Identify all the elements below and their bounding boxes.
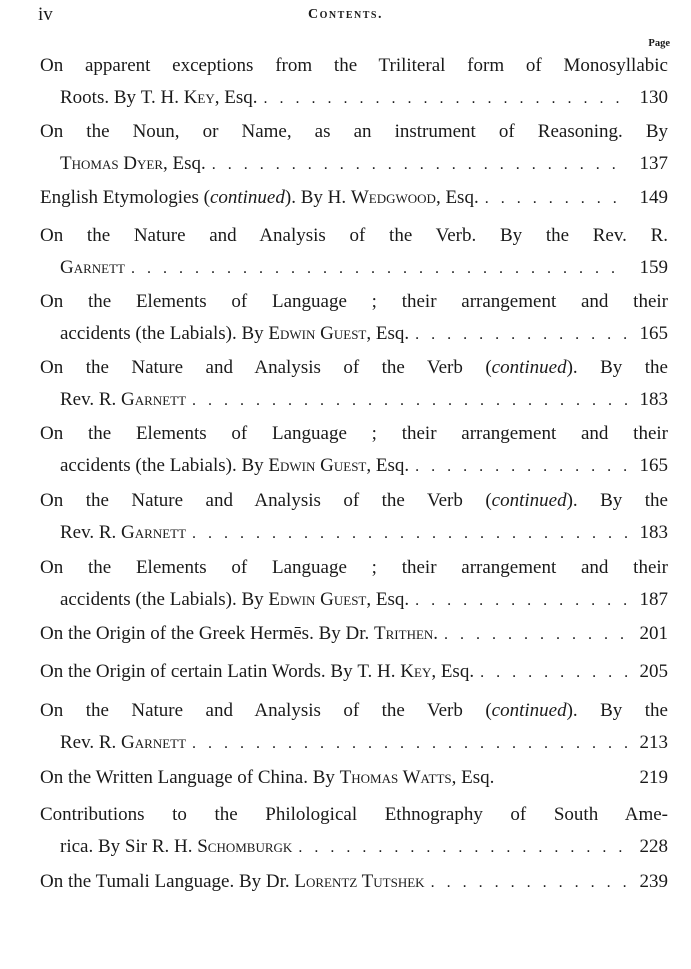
entry-text — [60, 252, 125, 284]
folio-number: iv — [38, 4, 53, 25]
entry-title-line: Contributions to the Philological Ethnography of South Ame- — [40, 804, 668, 825]
author-name: Thomas Watts — [339, 767, 452, 788]
entry-text: On the Tumali Language. By Dr. Lorentz Tutshek — [40, 871, 425, 892]
page-number: 219 — [639, 767, 668, 788]
author-name: Trithen — [374, 623, 434, 644]
author-name: Edwin Guest — [268, 323, 367, 344]
author-name: Schomburgk — [197, 836, 293, 857]
toc-entry[interactable] — [40, 352, 668, 416]
entry-last-line — [40, 866, 668, 898]
toc-entry[interactable] — [40, 762, 668, 794]
author-name: Lorentz Tutshek — [294, 871, 425, 892]
entry-last-line — [40, 182, 668, 214]
entry-title-line: On the Nature and Analysis of the Verb (continued). By the — [40, 700, 668, 721]
entry-text: Rev. R. Garnett — [60, 389, 187, 410]
page-number: 213 — [639, 732, 668, 753]
dot-leader — [415, 451, 628, 483]
entry-last-line — [40, 384, 668, 416]
page-number: 239 — [639, 871, 668, 892]
entry-text: English Etymologies (continued). By H. Wedgwood, Esq. — [40, 187, 479, 208]
author-name: Garnett — [121, 389, 187, 410]
entry-title-line: On apparent exceptions from the Triliteral form of Monosyllabic — [40, 55, 668, 76]
entry-last-line — [40, 584, 668, 616]
author-name: T. H. Key — [140, 87, 215, 108]
continued-mark: continued — [209, 187, 285, 208]
entry-text: rica. By Sir R. H. Schomburgk — [60, 836, 293, 857]
entry-text: Rev. R. Garnett — [60, 732, 187, 753]
entry-title-line: On the Elements of Language ; their arrangement and their — [40, 423, 668, 444]
dot-leader — [444, 619, 628, 651]
page-number: 165 — [639, 323, 668, 344]
author-name: Thomas Dyer — [60, 153, 164, 174]
page-number: 228 — [639, 836, 668, 857]
page-number: 201 — [639, 623, 668, 644]
dot-leader — [212, 149, 628, 181]
author-name: T. H. Key — [357, 661, 432, 682]
toc-entry[interactable] — [40, 618, 668, 650]
entry-text: accidents (the Labials). By Edwin Guest, Esq. — [60, 323, 410, 344]
entry-title-line: On the Nature and Analysis of the Verb (continued). By the — [40, 357, 668, 378]
entry-text: On the Origin of certain Latin Words. By T. H. Key, Esq. — [40, 661, 475, 682]
entry-text: accidents (the Labials). By Edwin Guest, Esq. — [60, 455, 410, 476]
author-name: Edwin Guest — [268, 455, 367, 476]
entry-title-line: On the Noun, or Name, as an instrument of Reasoning. By — [40, 121, 668, 142]
author-name: Garnett — [121, 522, 187, 543]
entry-last-line — [40, 618, 668, 650]
toc-entry[interactable] — [40, 799, 668, 863]
dot-leader — [415, 585, 628, 617]
dot-leader — [298, 832, 628, 864]
dot-leader — [192, 728, 628, 760]
dot-leader — [264, 83, 629, 115]
dot-leader — [431, 867, 628, 899]
toc-entry[interactable] — [40, 116, 668, 180]
author-name: Edwin Guest — [268, 589, 367, 610]
toc-entry[interactable] — [40, 220, 668, 284]
toc-entry[interactable] — [40, 418, 668, 482]
page-number: 149 — [639, 187, 668, 208]
page-number: 187 — [639, 589, 668, 610]
page-heading: Contents. — [308, 7, 383, 22]
entry-last-line — [40, 727, 668, 759]
entry-last-line — [40, 656, 668, 688]
page-number: 159 — [639, 257, 668, 278]
entry-last-line — [40, 82, 668, 114]
author-name: Wedgwood — [350, 187, 436, 208]
dot-leader — [192, 385, 628, 417]
entry-last-line — [40, 252, 668, 284]
entry-title-line: On the Nature and Analysis of the Verb (continued). By the — [40, 490, 668, 511]
entry-text: Roots. By T. H. Key, Esq. — [60, 87, 258, 108]
toc-entry[interactable] — [40, 50, 668, 114]
dot-leader — [131, 253, 628, 285]
page-number: 130 — [639, 87, 668, 108]
dot-leader — [192, 518, 628, 550]
toc-entry[interactable] — [40, 182, 668, 214]
entry-title-line: On the Elements of Language ; their arrangement and their — [40, 291, 668, 312]
toc-entry[interactable] — [40, 286, 668, 350]
page-column-label: Page — [648, 38, 670, 49]
entry-title-line: On the Nature and Analysis of the Verb. By the Rev. R. — [40, 225, 668, 246]
dot-leader — [480, 657, 628, 689]
dot-leader — [415, 319, 628, 351]
page-number: 183 — [639, 522, 668, 543]
entry-last-line — [40, 318, 668, 350]
page-number: 205 — [639, 661, 668, 682]
toc-entry[interactable] — [40, 695, 668, 759]
entry-text: Thomas Dyer, Esq. — [60, 153, 206, 174]
entry-last-line — [40, 517, 668, 549]
page-number: 183 — [639, 389, 668, 410]
entry-title-line: On the Elements of Language ; their arrangement and their — [40, 557, 668, 578]
entry-last-line — [40, 148, 668, 180]
author-name: Garnett — [60, 257, 125, 278]
page-number: 137 — [639, 153, 668, 174]
page-number: 165 — [639, 455, 668, 476]
entry-text: On the Written Language of China. By Thomas Watts, Esq. — [40, 767, 495, 788]
entry-last-line — [40, 450, 668, 482]
toc-entry[interactable] — [40, 552, 668, 616]
entry-last-line — [40, 831, 668, 863]
toc-entry[interactable] — [40, 656, 668, 688]
entry-text: On the Origin of the Greek Hermēs. By Dr. Trithen. — [40, 623, 439, 644]
dot-leader — [485, 183, 628, 215]
entry-text: Rev. R. Garnett — [60, 522, 187, 543]
author-name: Garnett — [121, 732, 187, 753]
entry-text: accidents (the Labials). By Edwin Guest, Esq. — [60, 589, 410, 610]
entry-last-line — [40, 762, 668, 794]
toc-entry[interactable] — [40, 866, 668, 898]
toc-entry[interactable] — [40, 485, 668, 549]
